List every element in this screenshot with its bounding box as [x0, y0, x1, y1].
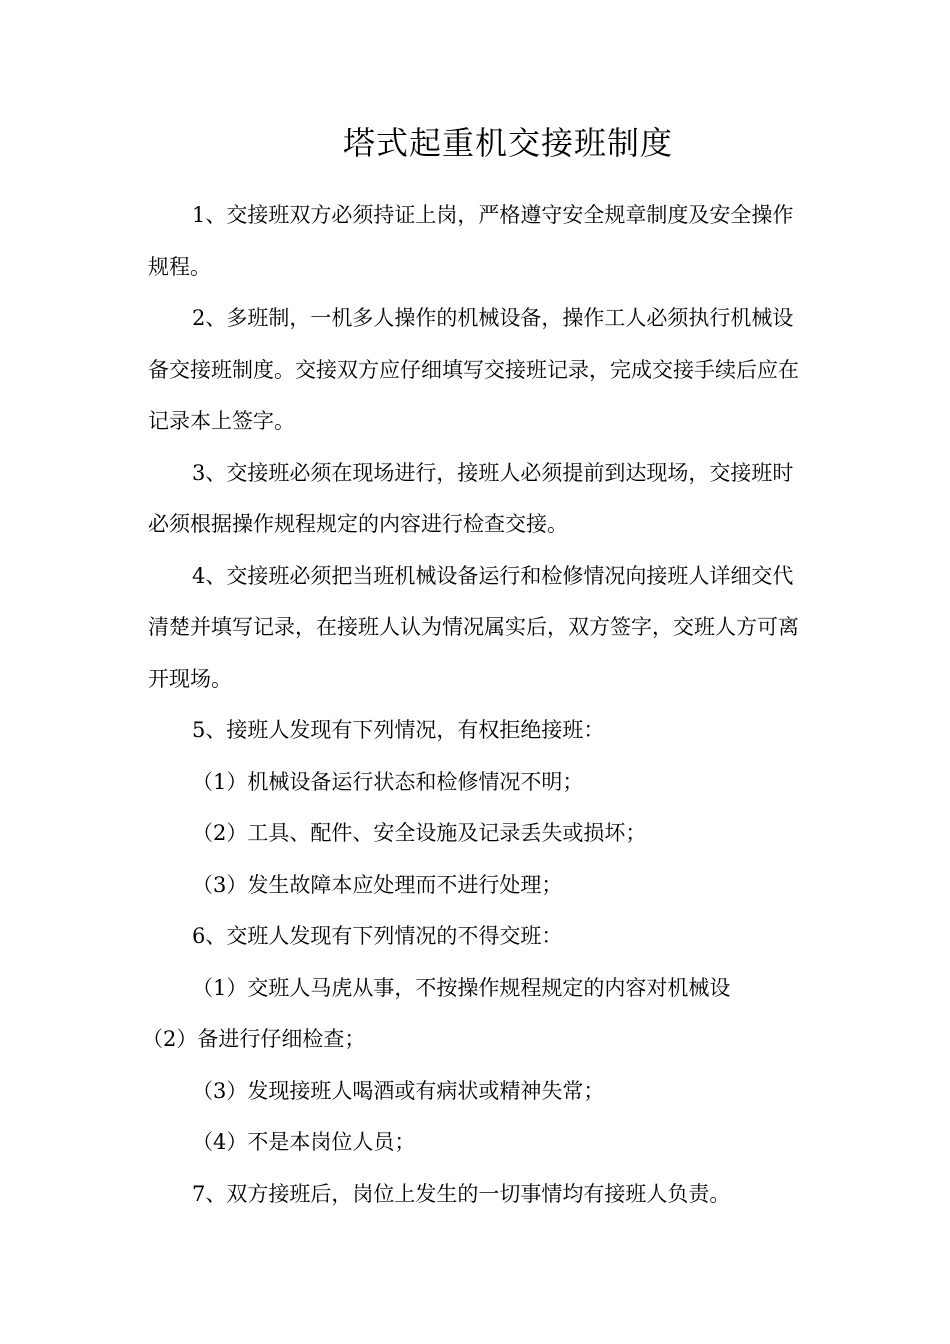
paragraph-2: 2、多班制，一机多人操作的机械设备，操作工人必须执行机械设备交接班制度。交接双方应仔细填写交接班记录，完成交接手续后应在记录本上签字。: [148, 306, 799, 433]
document-body: [142, 190, 804, 1220]
paragraph-5-item-1: （1）机械设备运行状态和检修情况不明；: [192, 769, 584, 794]
paragraph-6-item-2: （2）备进行仔细检查；: [142, 1027, 366, 1051]
paragraph-7: 7、双方接班后，岗位上发生的一切事情均有接班人负责。: [192, 1181, 731, 1206]
paragraph-1: 1、交接班双方必须持证上岗，严格遵守安全规章制度及安全操作规程。: [148, 203, 794, 279]
paragraph-3: 3、交接班必须在现场进行，接班人必须提前到达现场，交接班时必须根据操作规程规定的内容进行检查交接。: [148, 460, 794, 536]
document-title: 塔式起重机交接班制度: [342, 124, 673, 162]
paragraph-5-item-3: （3）发生故障本应处理而不进行处理；: [192, 872, 563, 897]
paragraph-6-item-3: （3）发现接班人喝酒或有病状或精神失常；: [192, 1078, 605, 1103]
paragraph-6-item-1: （1）交班人马虎从事，不按操作规程规定的内容对机械设: [192, 975, 731, 1000]
paragraph-6-item-4: （4）不是本岗位人员；: [192, 1130, 416, 1154]
paragraph-5: 5、接班人发现有下列情况，有权拒绝接班：: [192, 718, 605, 742]
paragraph-6: 6、交班人发现有下列情况的不得交班：: [192, 924, 563, 948]
paragraph-4: 4、交接班必须把当班机械设备运行和检修情况向接班人详细交代清楚并填写记录，在接班人认为情况属实后，双方签字，交班人方可离开现场。: [148, 563, 799, 691]
paragraph-5-item-2: （2）工具、配件、安全设施及记录丢失或损坏；: [192, 821, 647, 845]
